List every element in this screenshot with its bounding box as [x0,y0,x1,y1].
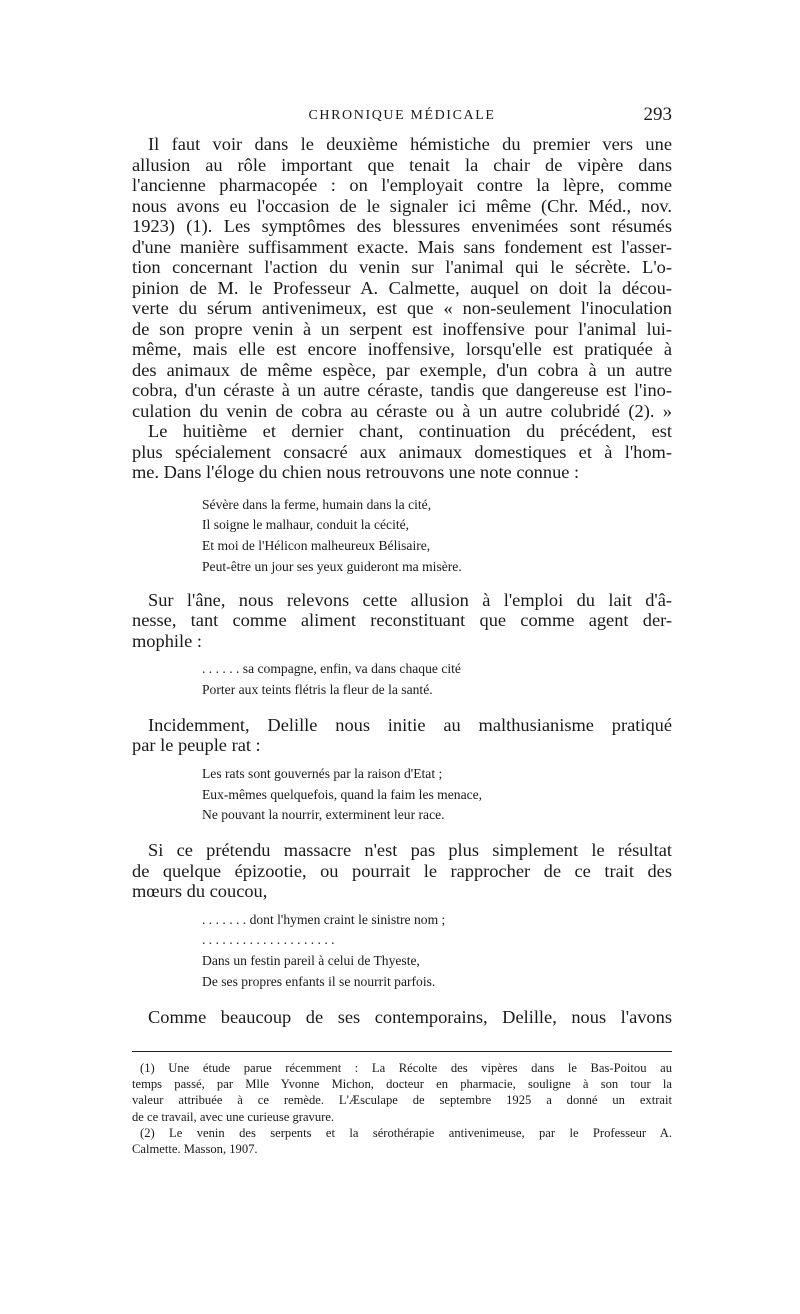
paragraph-4 [132,715,672,756]
text-line: 1923) (1). Les symptômes des blessures envenimées sont résumés [132,216,672,236]
footnotes [132,1060,672,1157]
verse-line: . . . . . . sa compagne, enfin, va dans chaque cité [202,661,461,677]
text-line: nous avons eu l'occasion de le signaler ici même (Chr. Méd., nov. [132,195,672,216]
paragraph-2 [132,421,672,483]
text-line: de quelque épizootie, ou pourrait le rapprocher de ce trait des [132,860,672,881]
paragraph-6 [132,1007,672,1028]
footnote-line: valeur attribuée à ce remède. L'Æsculape de septembre 1925 a donné un extrait [132,1093,672,1108]
verse-line: . . . . . . . . . . . . . . . . . . . . [202,932,335,948]
verse-line: . . . . . . . dont l'hymen craint le sinistre nom ; [202,911,446,927]
body-text [132,128,672,1027]
paragraph-5 [132,840,672,902]
text-line: verte du sérum antivenimeux, est que « non-seulement l'inoculation [132,298,672,318]
text-line: nesse, tant comme aliment reconstituant que comme agent der- [132,610,672,631]
text-line: Il faut voir dans le deuxième hémistiche du premier vers une [148,134,672,154]
verse-block-4 [202,910,672,993]
footnote-line: (1) Une étude parue récemment : La Récolte des vipères dans le Bas-Poitou au [140,1061,672,1075]
verse-line: Sévère dans la ferme, humain dans la cité, [202,496,432,512]
text-line: pinion de M. le Professeur A. Calmette, auquel on doit la décou- [132,277,672,298]
text-line: mophile : [132,630,202,651]
text-line: d'une manière suffisamment exacte. Mais sans fondement est l'asser- [132,236,672,257]
footnote-line: de ce travail, avec une curieuse gravure. [132,1109,335,1124]
verse-line: Porter aux teints flétris la fleur de la santé. [202,681,433,697]
paragraph-1 [132,134,672,421]
page-number: 293 [643,104,672,125]
text-line: tion concernant l'action du venin sur l'animal qui le sécrète. L'o- [132,257,672,277]
running-title: CHRONIQUE MÉDICALE [308,108,496,123]
verse-line: Dans un festin pareil à celui de Thyeste, [202,953,420,969]
verse-line: Les rats sont gouvernés par la raison d'Etat ; [202,765,443,781]
text-line: même, mais elle est encore inoffensive, lorsqu'elle est pratiquée à [132,339,672,359]
text-line: des animaux de même espèce, par exemple, d'un cobra à un autre [132,359,672,380]
verse-block-2 [202,659,672,701]
text-line: cobra, d'un céraste à un autre céraste, tandis que dangereuse est l'ino- [132,380,672,400]
text-line: Si ce prétendu massacre n'est pas plus simplement le résultat [148,840,672,861]
verse-block-1 [202,495,672,578]
text-line: de son propre venin à un serpent est inoffensive pour l'animal lui- [132,318,672,339]
text-line: plus spécialement consacré aux animaux domestiques et à l'hom- [132,441,672,462]
footnote-line: temps passé, par Mlle Yvonne Michon, docteur en pharmacie, souligne à son tour la [132,1077,672,1092]
verse-line: Ne pouvant la nourrir, exterminent leur race. [202,807,445,823]
text-line: culation du venin de cobra au céraste ou à un autre colubridé (2). » [132,400,672,421]
page-header [132,104,672,128]
text-line: par le peuple rat : [132,735,261,756]
text-line: allusion au rôle important que tenait la chair de vipère dans [132,154,672,175]
verse-line: De ses propres enfants il se nourrit parfois. [202,974,436,990]
text-line: mœurs du coucou, [132,881,268,902]
text-line: Comme beaucoup de ses contemporains, Delille, nous l'avons [148,1006,672,1027]
verse-line: Eux-mêmes quelquefois, quand la faim les menace, [202,786,483,802]
text-line: Incidemment, Delille nous initie au malthusianisme pratiqué [148,714,672,735]
footnote-line: (2) Le venin des serpents et la sérothérapie antivenimeuse, par le Professeur A. [140,1125,672,1140]
verse-line: Et moi de l'Hélicon malheureux Bélisaire, [202,538,431,554]
paragraph-3 [132,590,672,652]
text-line: l'ancienne pharmacopée : on l'employait contre la lèpre, comme [132,175,672,195]
text-line: me. Dans l'éloge du chien nous retrouvons une note connue : [132,462,580,482]
verse-line: Peut-être un jour ses yeux guideront ma misère. [202,558,462,574]
footnote-divider [132,1051,672,1052]
verse-block-3 [202,764,672,826]
text-line: Sur l'âne, nous relevons cette allusion à l'emploi du lait d'â- [148,589,672,610]
footnote-line: Calmette. Masson, 1907. [132,1142,258,1157]
verse-line: Il soigne le malhaur, conduit la cécité, [202,517,410,533]
text-line: Le huitième et dernier chant, continuation du précédent, est [148,421,672,441]
